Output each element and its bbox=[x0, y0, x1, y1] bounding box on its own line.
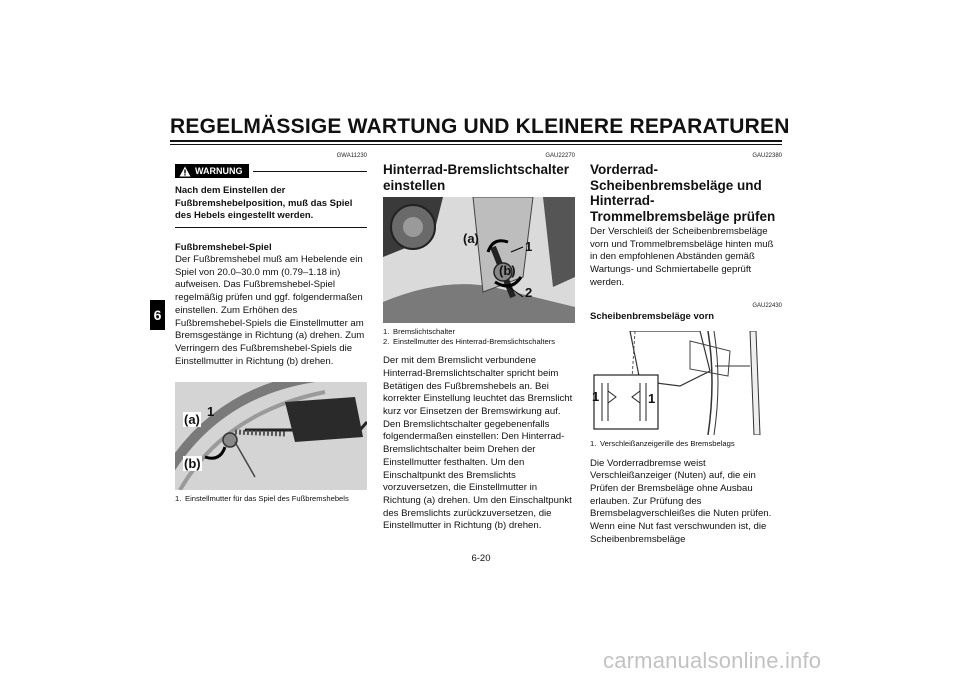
body-text: Der Fußbremshebel muß am Hebelende ein Spiel von 20.0–30.0 mm (0.79–1.18 in) aufweisen. Das Fußbremshebel-Spiel regelmäßig prüfen und ggf. folgendermaßen einstellen. Zum Erhöhen des Fußbremshebel-Spiels die Einstellmutter am Bremsgestänge in Richtung (a) drehen. Zum Verringern des Fußbremshebel-Spiels die Einstellmutter in Richtung (b) drehen. bbox=[175, 254, 365, 367]
figure-label-a: (a) bbox=[184, 412, 200, 428]
figure-label-b: (b) bbox=[184, 456, 201, 472]
subheading: Scheibenbremsbeläge vorn bbox=[590, 310, 715, 322]
section-code: GAU22380 bbox=[752, 153, 782, 159]
caption-number: 2. bbox=[383, 336, 390, 346]
column-2 bbox=[383, 152, 575, 533]
column-1 bbox=[175, 152, 367, 504]
caption-text: Verschleißanzeigerille des Bremsbelags bbox=[600, 439, 735, 449]
subsection-code: GAU22430 bbox=[752, 302, 782, 309]
warning-line bbox=[253, 171, 368, 172]
warning-triangle-icon bbox=[179, 166, 191, 177]
caption-text: Einstellmutter für das Spiel des Fußbremshebels bbox=[185, 494, 349, 504]
intro-text: Der Verschleiß der Scheibenbremsbeläge vorn und Trommelbremsbeläge hinten muß in den empfohlenen Abständen gemäß Wartungs- und Schmiertabelle geprüft werden. bbox=[590, 226, 774, 288]
page-number: 6-20 bbox=[471, 553, 491, 564]
watermark: carmanualsonline.info bbox=[603, 648, 822, 673]
figure-brake-light-switch bbox=[383, 197, 575, 323]
figure-caption bbox=[590, 439, 782, 449]
figure-label-1-right: 1 bbox=[648, 391, 656, 407]
warning-bar bbox=[175, 163, 367, 179]
section-code: GAU22270 bbox=[545, 153, 575, 159]
warning-code: GWA11230 bbox=[336, 153, 367, 159]
header-rule-thin bbox=[170, 144, 782, 145]
subheading: Fußbremshebel-Spiel bbox=[175, 241, 272, 253]
warning-label: WARNUNG bbox=[195, 166, 243, 176]
section-heading: Hinterrad-Bremslichtschalter einstellen bbox=[383, 162, 570, 193]
figure-label-1-left: 1 bbox=[592, 389, 600, 405]
figure-label-2: 2 bbox=[525, 285, 533, 300]
figure-foot-brake bbox=[175, 382, 367, 490]
warning-badge bbox=[175, 164, 249, 178]
figure-caption bbox=[175, 494, 367, 504]
chapter-tab: 6 bbox=[150, 300, 165, 330]
caption-text: Bremslichtschalter bbox=[393, 327, 456, 336]
caption-number: 1. bbox=[383, 327, 390, 336]
figure-caption bbox=[383, 327, 575, 346]
section-heading: Vorderrad-Scheibenbremsbeläge und Hinterrad-Trommelbremsbeläge prüfen bbox=[590, 162, 776, 224]
figure-brake-pads bbox=[590, 331, 782, 435]
caption-number: 1. bbox=[175, 494, 182, 504]
page-header-title: REGELMÄSSIGE WARTUNG UND KLEINERE REPARATUREN bbox=[170, 115, 790, 138]
warning-rule bbox=[175, 227, 367, 228]
header-rule bbox=[170, 140, 782, 142]
figure-label-b: (b) bbox=[499, 263, 516, 278]
figure-label-a: (a) bbox=[463, 231, 479, 246]
warning-text: Nach dem Einstellen der Fußbremshebelposition, muß das Spiel des Hebels eingestellt werden. bbox=[175, 185, 353, 221]
figure-label-1: 1 bbox=[207, 404, 215, 420]
figure-label-1: 1 bbox=[525, 239, 533, 254]
body-text: Der mit dem Bremslicht verbundene Hinterrad-Bremslichtschalter spricht beim Betätigen des Fußbremshebels an. Bei korrekter Einstellung leuchtet das Bremslicht kurz vor Einsetzen der Bremswirkung auf. Den Bremslichtschalter gegebenenfalls folgendermaßen einstellen: Den Hinterrad-Bremslichtschalter beim Drehen der Einstellmutter festhalten. Um den Einschaltpunkt des Bremslichts vorzuversetzen, die Einstellmutter in Richtung (a) drehen. Um den Einschaltpunkt des Bremslichts zurückzuversetzen, die Einstellmutter in Richtung (b) drehen. bbox=[383, 355, 573, 532]
body-text: Die Vorderradbremse weist Verschleißanzeiger (Nuten) auf, die ein Prüfen der Bremsbeläge ohne Ausbau erlauben. Zur Prüfung des Bremsbelagverschleißes die Nuten prüfen. Wenn eine Nut fast verschwunden ist, die Scheibenbremsbeläge bbox=[590, 457, 772, 545]
caption-text: Einstellmutter des Hinterrad-Bremslichtschalters bbox=[393, 336, 556, 346]
column-3 bbox=[590, 152, 782, 547]
caption-number: 1. bbox=[590, 439, 597, 449]
